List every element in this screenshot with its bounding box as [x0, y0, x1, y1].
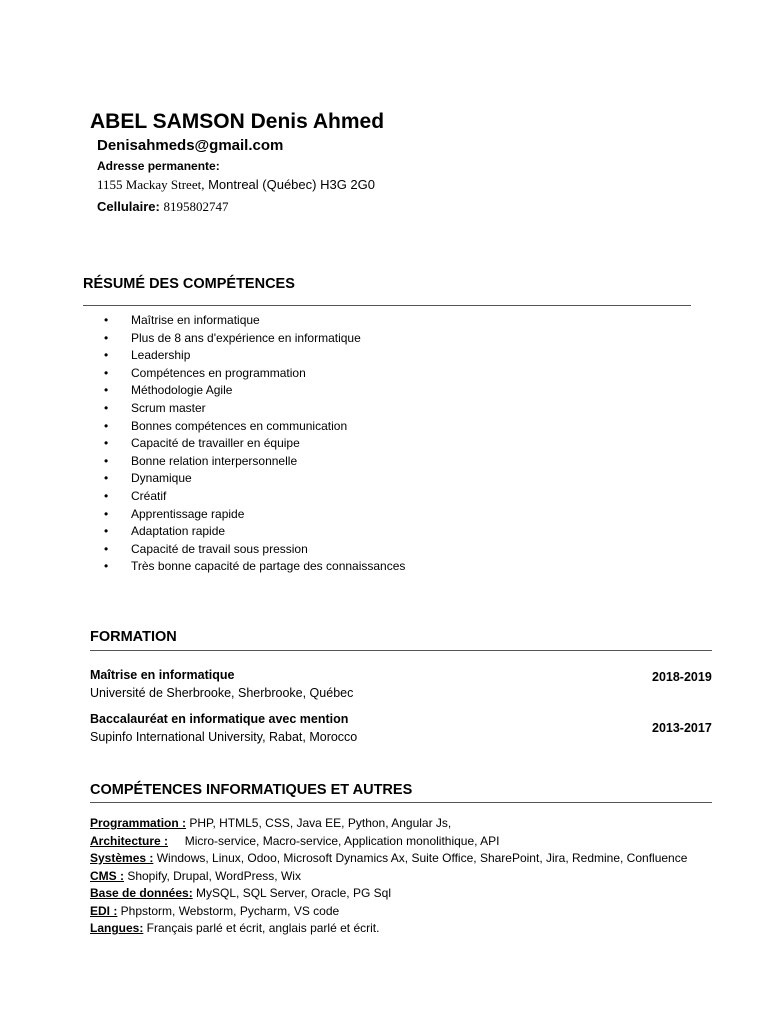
it-skill-value: Français parlé et écrit, anglais parlé et écrit. [143, 921, 380, 935]
it-skill-row-programmation [90, 816, 451, 830]
education-years: 2018-2019 [652, 670, 712, 684]
skill-item [104, 312, 405, 330]
skill-item-text: Leadership [131, 348, 191, 363]
skill-item-text: Bonne relation interpersonnelle [131, 453, 298, 468]
bullet-icon: • [104, 436, 109, 451]
skills-summary-title: RÉSUMÉ DES COMPÉTENCES [83, 276, 295, 292]
skill-item [104, 541, 405, 559]
skill-item [104, 435, 405, 453]
cellphone-label: Cellulaire: [97, 199, 160, 214]
candidate-name: ABEL SAMSON Denis Ahmed [90, 110, 385, 133]
it-skill-value: PHP, HTML5, CSS, Java EE, Python, Angular Js, [186, 816, 452, 830]
bullet-icon: • [104, 453, 109, 468]
skill-item [104, 418, 405, 436]
it-skill-row-edi [90, 904, 339, 918]
bullet-icon: • [104, 400, 109, 415]
bullet-icon: • [104, 541, 109, 556]
it-skill-value: MySQL, SQL Server, Oracle, PG Sql [192, 886, 391, 900]
it-skill-label: Base de données: [90, 886, 193, 900]
skill-item [104, 347, 405, 365]
it-skills-divider [90, 802, 712, 803]
education-years: 2013-2017 [652, 721, 712, 735]
formation-divider [90, 650, 712, 651]
formation-title: FORMATION [90, 629, 177, 645]
education-school: Supinfo International University, Rabat, Morocco [90, 730, 358, 744]
bullet-icon: • [104, 313, 109, 327]
bullet-icon: • [104, 559, 109, 574]
skill-item-text: Plus de 8 ans d'expérience en informatique [131, 330, 361, 345]
education-degree: Maîtrise en informatique [90, 668, 235, 682]
address-label: Adresse permanente: [97, 159, 220, 173]
it-skill-label: Architecture : [90, 834, 169, 848]
it-skill-value: Phpstorm, Webstorm, Pycharm, VS code [117, 904, 340, 918]
bullet-icon: • [104, 471, 109, 486]
skill-item-text: Méthodologie Agile [131, 383, 233, 398]
it-skill-value: Windows, Linux, Odoo, Microsoft Dynamics Ax, Suite Office, SharePoint, Jira, Redmine, Confluence [153, 851, 688, 865]
education-degree: Baccalauréat en informatique avec mention [90, 712, 349, 726]
skill-item [104, 453, 405, 471]
skills-summary-divider [83, 305, 691, 306]
skill-item-text: Maîtrise en informatique [131, 313, 260, 327]
bullet-icon: • [104, 383, 109, 398]
address-street: 1155 Mackay Street, [97, 177, 205, 192]
skills-summary-list [104, 312, 405, 576]
skill-item [104, 382, 405, 400]
skill-item-text: Adaptation rapide [131, 524, 226, 539]
skill-item-text: Capacité de travail sous pression [131, 541, 308, 556]
skill-item [104, 470, 405, 488]
it-skill-value: Micro-service, Macro-service, Application monolithique, API [168, 834, 500, 848]
skill-item [104, 330, 405, 348]
it-skill-row-langues [90, 921, 379, 935]
skill-item [104, 365, 405, 383]
bullet-icon: • [104, 365, 109, 380]
skill-item-text: Bonnes compétences en communication [131, 418, 348, 433]
cellphone-line [97, 199, 228, 215]
education-school: Université de Sherbrooke, Sherbrooke, Québec [90, 686, 354, 700]
it-skill-value: Shopify, Drupal, WordPress, Wix [124, 869, 301, 883]
bullet-icon: • [104, 506, 109, 521]
bullet-icon: • [104, 418, 109, 433]
skill-item [104, 488, 405, 506]
skill-item-text: Très bonne capacité de partage des connaissances [131, 559, 406, 574]
skill-item [104, 506, 405, 524]
skill-item [104, 400, 405, 418]
it-skill-label: Systèmes : [90, 851, 154, 865]
skill-item-text: Scrum master [131, 400, 206, 415]
it-skills-title: COMPÉTENCES INFORMATIQUES ET AUTRES [90, 782, 413, 798]
skill-item-text: Apprentissage rapide [131, 506, 245, 521]
email-address: Denisahmeds@gmail.com [97, 137, 284, 154]
it-skill-row-systemes [90, 851, 687, 865]
skill-item-text: Capacité de travailler en équipe [131, 436, 300, 451]
bullet-icon: • [104, 524, 109, 539]
it-skill-label: Programmation : [90, 816, 187, 830]
skill-item-text: Créatif [131, 488, 167, 503]
it-skill-label: CMS : [90, 869, 124, 883]
bullet-icon: • [104, 348, 109, 363]
cellphone-number: 8195802747 [163, 199, 229, 214]
bullet-icon: • [104, 488, 109, 503]
skill-item [104, 558, 405, 576]
it-skill-row-base-de-donnees [90, 886, 391, 900]
it-skill-row-architecture [90, 834, 500, 848]
address-line [97, 177, 375, 193]
it-skill-row-cms [90, 869, 301, 883]
skill-item-text: Compétences en programmation [131, 365, 306, 380]
skill-item-text: Dynamique [131, 471, 192, 486]
address-city: Montreal (Québec) H3G 2G0 [208, 177, 375, 192]
skill-item [104, 523, 405, 541]
it-skill-label: EDI : [90, 904, 118, 918]
it-skill-label: Langues: [90, 921, 144, 935]
bullet-icon: • [104, 330, 109, 345]
